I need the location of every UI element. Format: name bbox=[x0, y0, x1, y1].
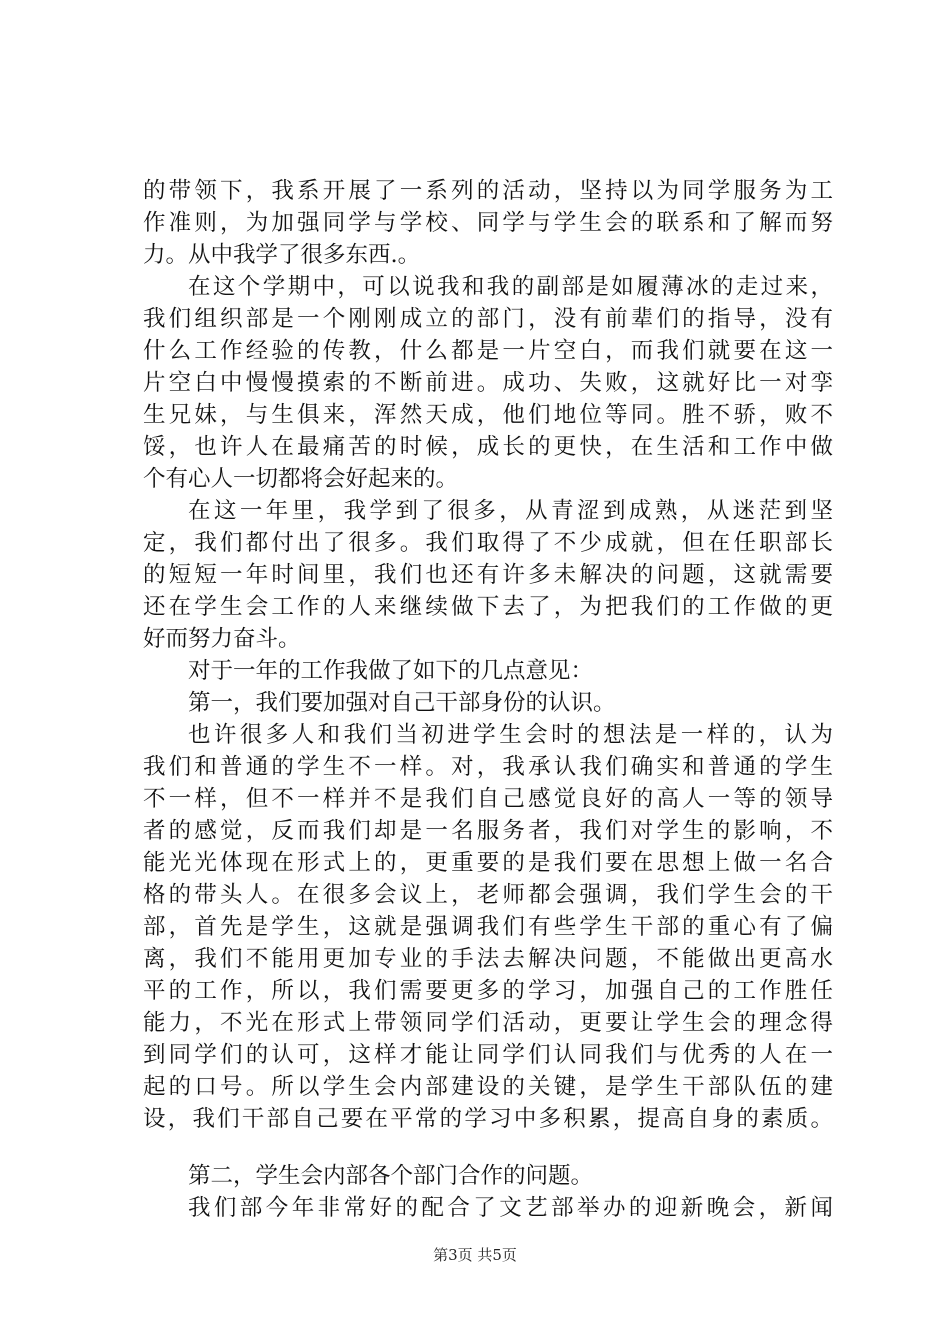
text-line: 还在学生会工作的人来继续做下去了，为把我们的工作做的更 bbox=[143, 594, 833, 620]
text-line: 片空白中慢慢摸索的不断前进。成功、失败，这就好比一对孪 bbox=[143, 370, 833, 396]
text-line: 好而努力奋斗。 bbox=[143, 626, 301, 652]
text-line: 离，我们不能用更加专业的手法去解决问题，不能做出更高水 bbox=[143, 946, 833, 972]
text-line: 对于一年的工作我做了如下的几点意见： bbox=[188, 658, 594, 684]
text-line: 起的口号。所以学生会内部建设的关键，是学生干部队伍的建 bbox=[143, 1074, 833, 1100]
text-line: 我们和普通的学生不一样。对，我承认我们确实和普通的学生 bbox=[143, 754, 833, 780]
text-line: 能光光体现在形式上的，更重要的是我们要在思想上做一名合 bbox=[143, 850, 833, 876]
text-line: 馁，也许人在最痛苦的时候，成长的更快，在生活和工作中做 bbox=[143, 434, 833, 460]
text-line: 什么工作经验的传教，什么都是一片空白，而我们就要在这一 bbox=[143, 338, 833, 364]
text-line: 个有心人一切都将会好起来的。 bbox=[143, 466, 459, 492]
text-line: 也许很多人和我们当初进学生会时的想法是一样的，认为 bbox=[188, 722, 833, 748]
text-line: 的短短一年时间里，我们也还有许多未解决的问题，这就需要 bbox=[143, 562, 833, 588]
text-line: 我们部今年非常好的配合了文艺部举办的迎新晚会，新闻 bbox=[188, 1195, 833, 1221]
text-line: 我们组织部是一个刚刚成立的部门，没有前辈们的指导，没有 bbox=[143, 306, 833, 332]
text-line: 在这个学期中，可以说我和我的副部是如履薄冰的走过来， bbox=[188, 274, 833, 300]
text-line: 力。从中我学了很多东西.。 bbox=[143, 242, 421, 268]
paragraph-gap bbox=[143, 1135, 833, 1160]
text-line: 部，首先是学生，这就是强调我们有些学生干部的重心有了偏 bbox=[143, 914, 833, 940]
text-line: 生兄妹，与生俱来，浑然天成，他们地位等同。胜不骄，败不 bbox=[143, 402, 833, 428]
text-line: 者的感觉，反而我们却是一名服务者，我们对学生的影响，不 bbox=[143, 818, 833, 844]
text-line: 的带领下，我系开展了一系列的活动，坚持以为同学服务为工 bbox=[143, 178, 833, 204]
section-heading-second: 第二，学生会内部各个部门合作的问题。 bbox=[188, 1163, 594, 1189]
text-line: 在这一年里，我学到了很多，从青涩到成熟，从迷茫到坚 bbox=[188, 498, 833, 524]
text-line: 作准则，为加强同学与学校、同学与学生会的联系和了解而努 bbox=[143, 210, 833, 236]
page-footer bbox=[0, 1245, 950, 1265]
text-line: 能力，不光在形式上带领同学们活动，更要让学生会的理念得 bbox=[143, 1010, 833, 1036]
text-line: 格的带头人。在很多会议上，老师都会强调，我们学生会的干 bbox=[143, 882, 833, 908]
text-line: 定，我们都付出了很多。我们取得了不少成就，但在任职部长 bbox=[143, 530, 833, 556]
section-heading-first: 第一，我们要加强对自己干部身份的认识。 bbox=[188, 690, 616, 716]
text-line: 不一样，但不一样并不是我们自己感觉良好的高人一等的领导 bbox=[143, 786, 833, 812]
document-body bbox=[143, 175, 833, 1224]
page-number-label: 第3页 共5页 bbox=[433, 1246, 517, 1264]
text-line: 到同学们的认可，这样才能让同学们认同我们与优秀的人在一 bbox=[143, 1042, 833, 1068]
text-line: 设，我们干部自己要在平常的学习中多积累，提高自身的素质。 bbox=[143, 1106, 833, 1132]
text-line: 平的工作，所以，我们需要更多的学习，加强自己的工作胜任 bbox=[143, 978, 833, 1004]
